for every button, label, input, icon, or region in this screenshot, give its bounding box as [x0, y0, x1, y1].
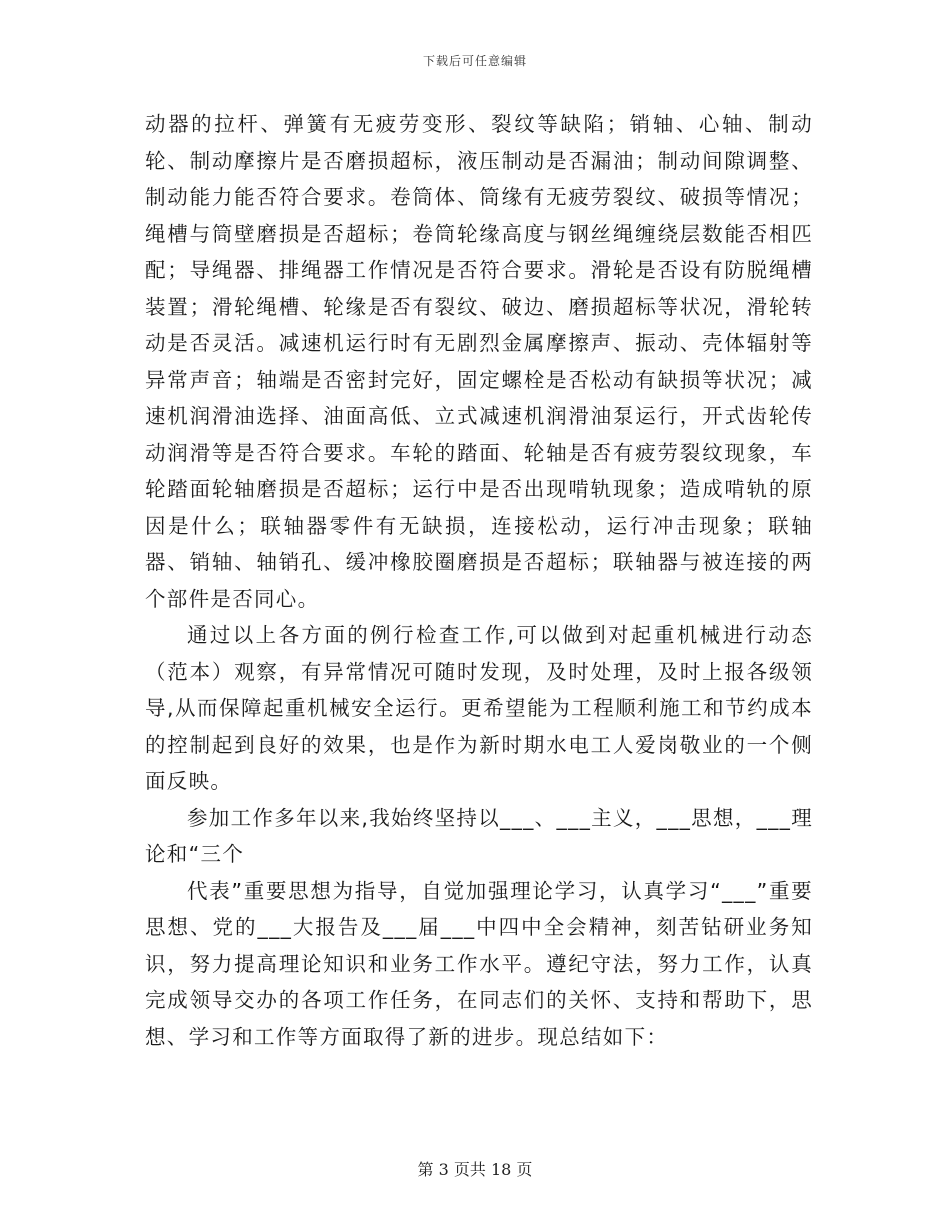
paragraph-inspection-summary: 通过以上各方面的例行检查工作,可以做到对起重机械进行动态（范本）观察，有异常情况可随时发现，及时处理，及时上报各级领导,从而保障起重机械安全运行。更希望能为工程顺利施工和节约成本的控制起到良好的效果，也是作为新时期水电工人爱岗敬业的一个侧面反映。 [145, 623, 813, 793]
page-number: 第 3 页共 18 页 [417, 1160, 533, 1179]
document-body [145, 106, 813, 1055]
paragraph-work-intro: 参加工作多年以来,我始终坚持以___、___主义，___思想，___理论和“三个 [145, 805, 814, 866]
page-header: 下载后可任意编辑 [422, 54, 527, 68]
paragraph-work-summary: 代表”重要思想为指导，自觉加强理论学习，认真学习“___”重要思想、党的___大报告及___届___中四中全会精神，刻苦钻研业务知识，努力提高理论知识和业务工作水平。遵纪守法，努力工作，认真完成领导交办的各项工作任务，在同志们的关怀、支持和帮助下，思想、学习和工作等方面取得了新的进步。现总结如下： [145, 878, 813, 1049]
paragraph-inspection-items: 动器的拉杆、弹簧有无疲劳变形、裂纹等缺陷；销轴、心轴、制动轮、制动摩擦片是否磨损超标，液压制动是否漏油；制动间隙调整、制动能力能否符合要求。卷筒体、筒缘有无疲劳裂纹、破损等情况；绳槽与筒壁磨损是否超标；卷筒轮缘高度与钢丝绳缠绕层数能否相匹配；导绳器、排绳器工作情况是否符合要求。滑轮是否设有防脱绳槽装置；滑轮绳槽、轮缘是否有裂纹、破边、磨损超标等状况，滑轮转动是否灵活。减速机运行时有无剧烈金属摩擦声、振动、壳体辐射等异常声音；轴端是否密封完好，固定螺栓是否松动有缺损等状况；减速机润滑油选择、油面高低、立式减速机润滑油泵运行，开式齿轮传动润滑等是否符合要求。车轮的踏面、轮轴是否有疲劳裂纹现象，车轮踏面轮轴磨损是否超标；运行中是否出现啃轨现象；造成啃轨的原因是什么；联轴器零件有无缺损，连接松动，运行冲击现象；联轴器、销轴、轴销孔、缓冲橡胶圈磨损是否超标；联轴器与被连接的两个部件是否同心。 [145, 112, 813, 611]
